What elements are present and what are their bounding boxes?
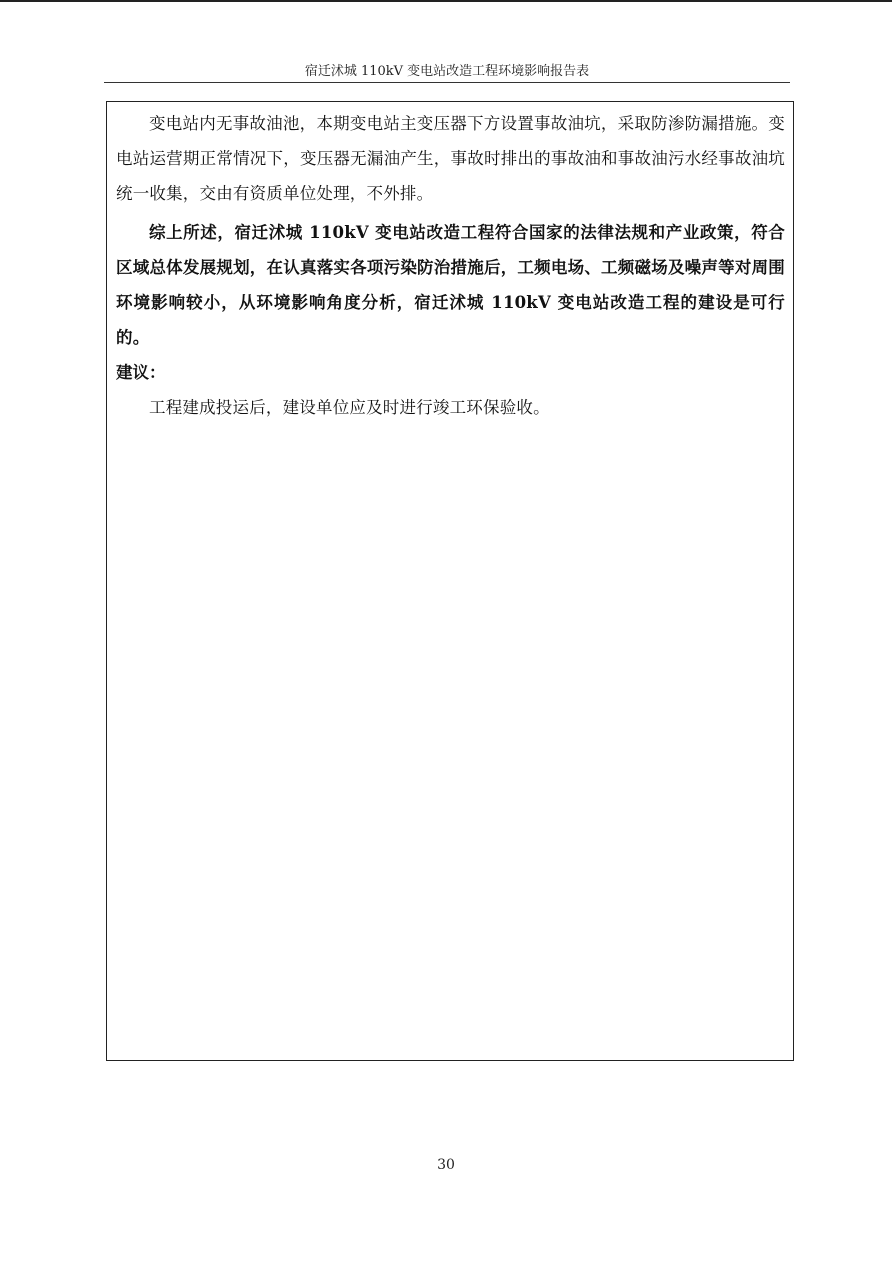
report-content-box (106, 101, 794, 1061)
page-number: 30 (437, 1157, 455, 1173)
suggestion-paragraph: 工程建成投运后，建设单位应及时进行竣工环保验收。 (149, 398, 550, 417)
header-rule (104, 82, 790, 83)
page-top-edge (0, 0, 892, 2)
conclusion-paragraph: 综上所述，宿迁沭城 110kV 变电站改造工程符合国家的法律法规和产业政策，符合区域总体发展规划，在认真落实各项污染防治措施后，工频电场、工频磁场及噪声等对周围环境影响较小，从环境影响角度分析，宿迁沭城 110kV 变电站改造工程的建设是可行的。 (116, 223, 785, 347)
running-header: 宿迁沭城 110kV 变电站改造工程环境影响报告表 (304, 64, 590, 79)
suggestion-heading: 建议： (116, 363, 166, 382)
oil-pit-paragraph: 变电站内无事故油池，本期变电站主变压器下方设置事故油坑，采取防渗防漏措施。变电站运营期正常情况下，变压器无漏油产生，事故时排出的事故油和事故油污水经事故油坑统一收集，交由有资质单位处理，不外排。 (116, 114, 785, 203)
